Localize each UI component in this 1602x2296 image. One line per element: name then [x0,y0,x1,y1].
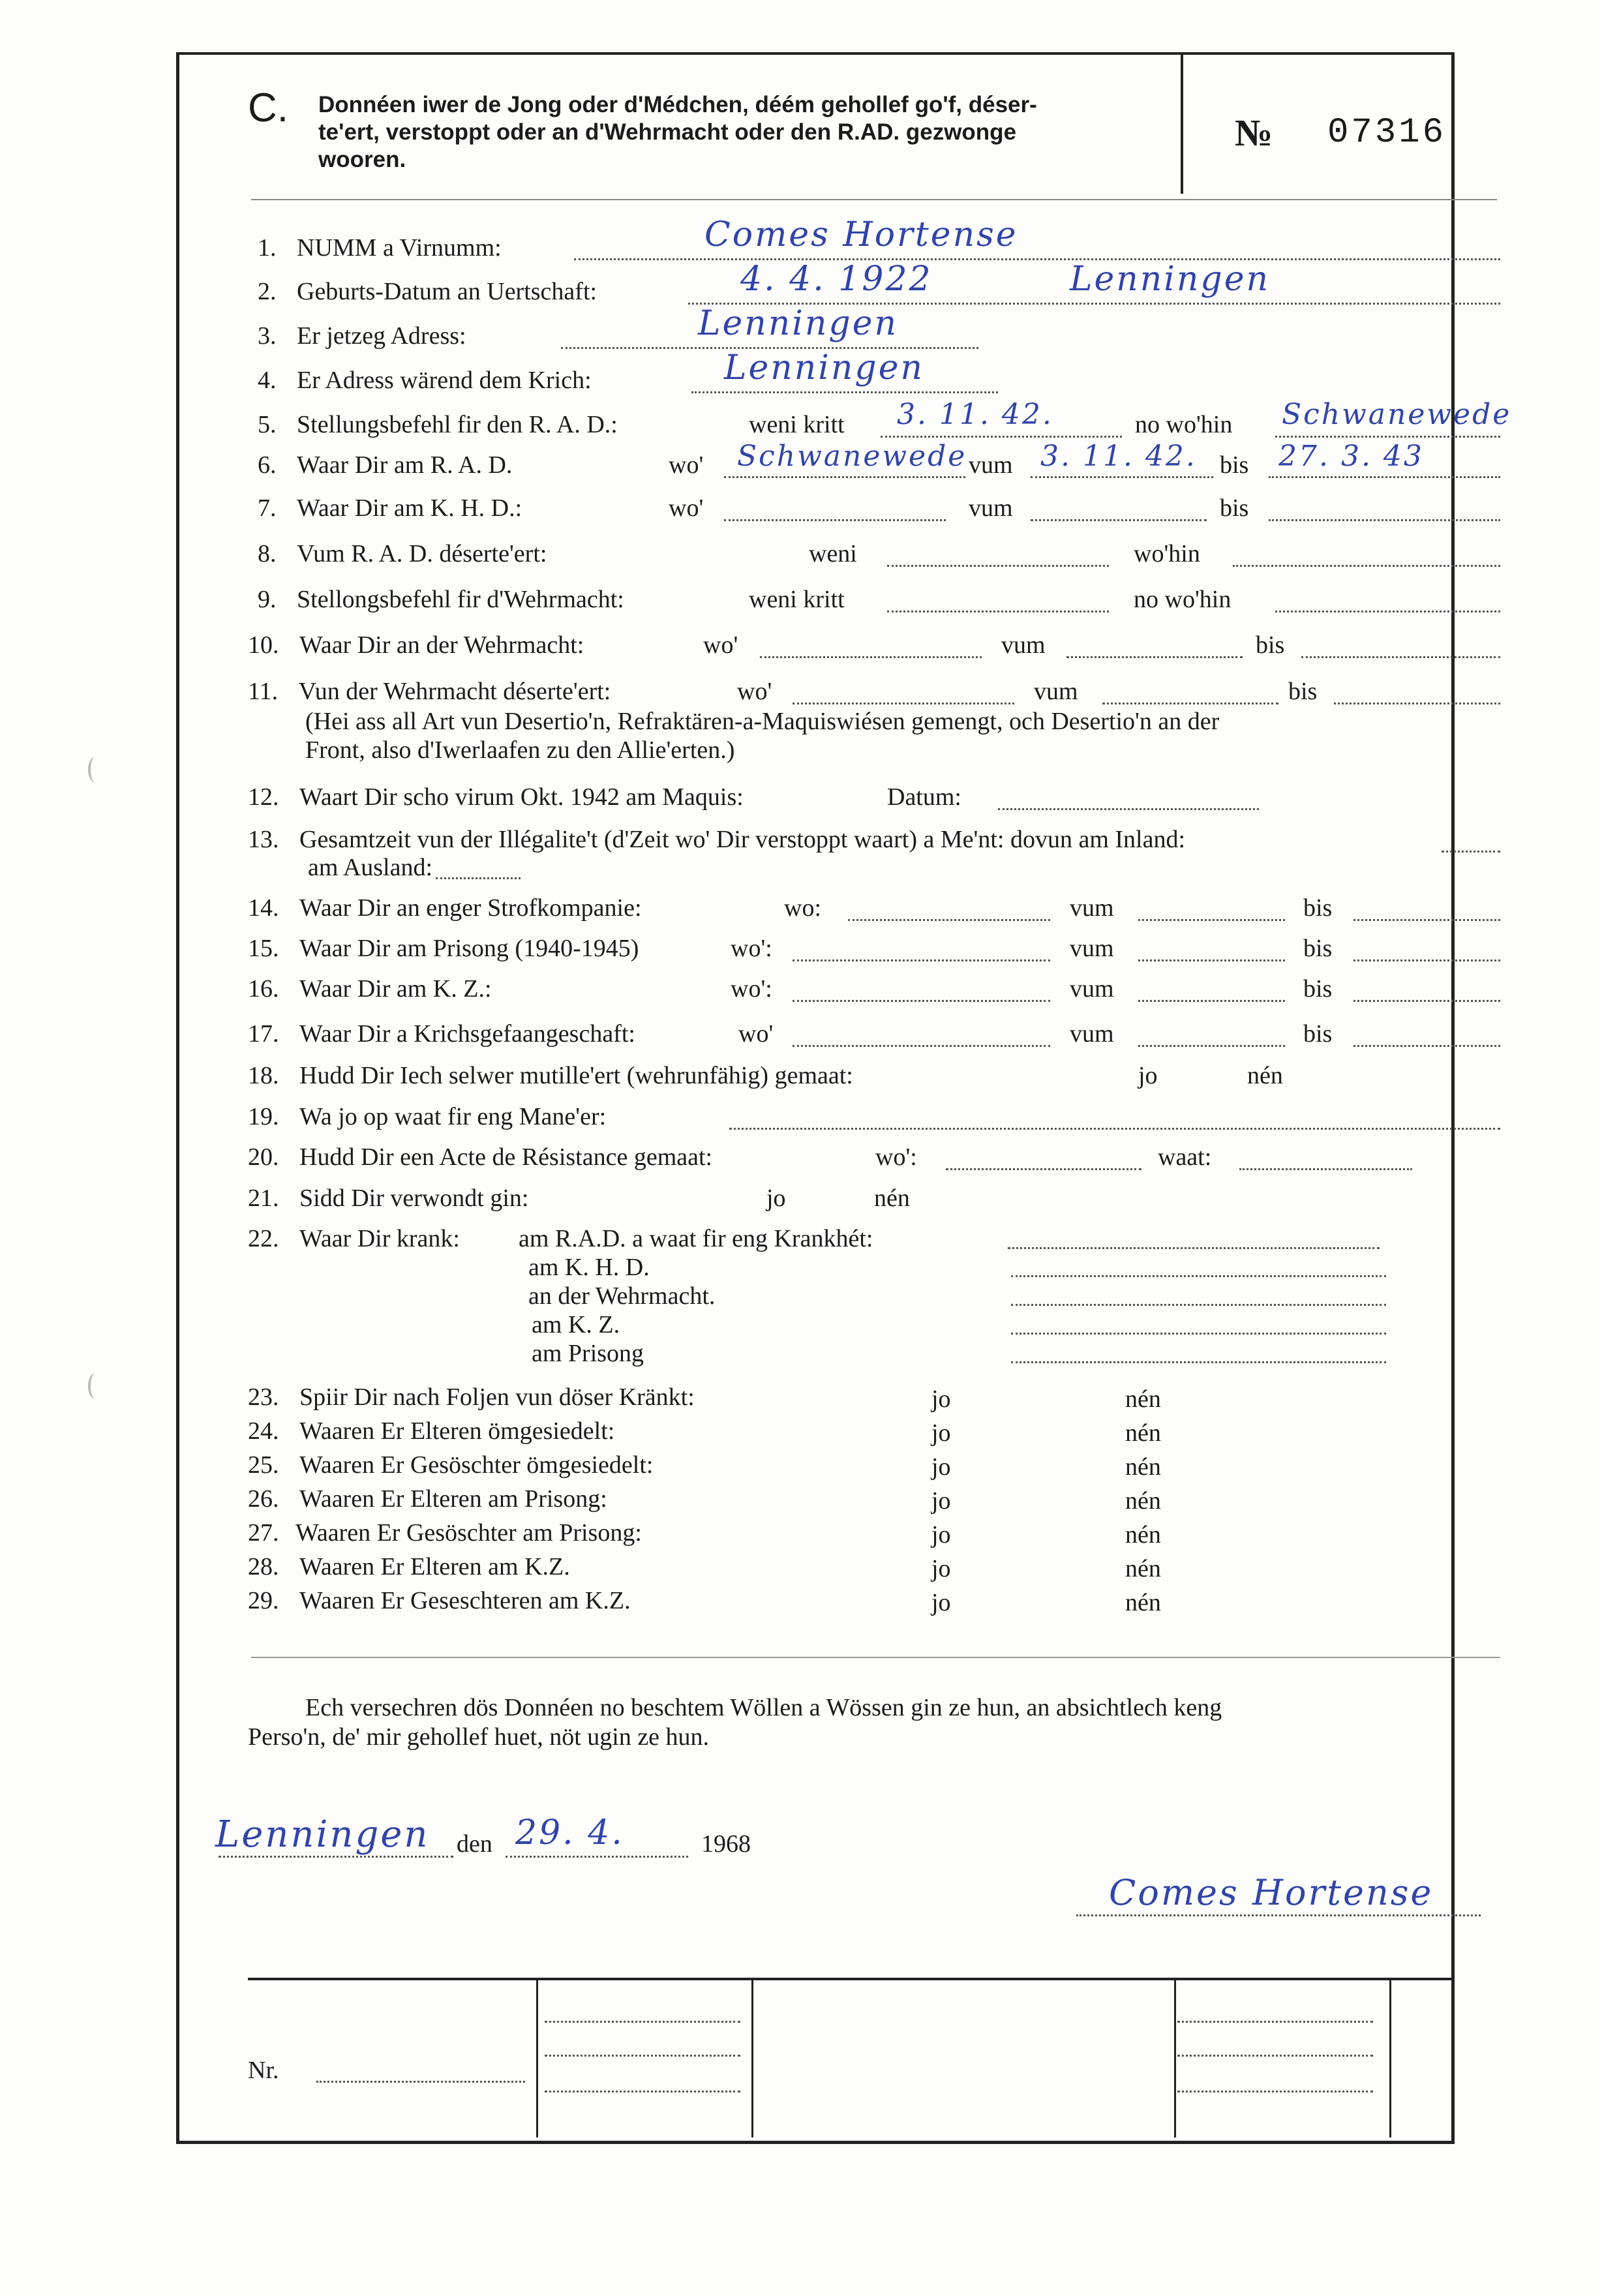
field-label: am Ausland: [308,854,433,881]
answer-name: Comes Hortense [704,215,1018,254]
no-option: nén [1125,1419,1161,1447]
question-label: Waar Dir an enger Strofkompanie: [299,894,642,922]
yes-option: jo [931,1419,951,1447]
question-label: Waar Dir an der Wehrmacht: [299,631,584,659]
answer-line [1353,919,1500,921]
field-label: weni kritt [749,586,845,613]
table-top-rule [248,1978,1451,1980]
answer-line [793,1045,1050,1047]
field-label: bis [1303,975,1333,1003]
question-number: 19. [248,1103,279,1130]
question-number: 3. [258,322,277,350]
answer-line [793,959,1050,961]
answer-line [1353,959,1500,961]
field-label: bis [1303,1020,1333,1048]
field-label: bis [1220,451,1249,479]
no-option: nén [1125,1589,1161,1616]
question-14 [248,894,642,922]
field-label: vum [1070,894,1114,922]
yes-option: jo [931,1521,951,1548]
field-label: bis [1288,678,1318,705]
field-label: wo' [669,451,704,479]
answer-current-address: Lenningen [698,304,898,343]
question-9 [258,585,624,614]
question-number: 13. [248,826,279,853]
table-cell-line [1177,2021,1373,2023]
answer-rad-from: 3. 11. 42. [1040,440,1197,473]
answer-line [1275,436,1500,438]
answer-line [848,919,1050,921]
question-label: Er jetzeg Adress: [297,322,466,350]
field-label: wo': [731,935,772,962]
question-number: 14. [248,894,279,922]
place-line [219,1856,453,1858]
question-10 [248,631,584,659]
header-title-line1: Donnéen iwer de Jong oder d'Médchen, déém gehollef go'f, déser- [318,92,1037,117]
question-number: 17. [248,1020,279,1048]
question-label: Waaren Er Gesöschter ömgesiedelt: [299,1451,654,1479]
question-26 [248,1485,607,1513]
question-label: Hudd Dir Iech selwer mutille'ert (wehrunfähig) gemaat: [299,1062,853,1089]
header-title-line2: te'ert, verstoppt oder an d'Wehrmacht oder den R.AD. gezwonge [318,119,1017,145]
desertion-note-line1: (Hei ass all Art vun Desertio'n, Refraktären-a-Maquiswiésen gemengt, och Desertio'n an der [305,708,1220,735]
question-number: 26. [248,1485,279,1513]
answer-line [887,565,1109,567]
field-label: vum [969,451,1013,479]
question-number: 2. [258,278,277,305]
answer-line [436,877,521,879]
question-12 [248,783,744,811]
answer-line [691,391,998,393]
question-label: Geburts-Datum an Uertschaft: [297,278,597,305]
table-cell-line [1177,2091,1373,2092]
question-label: Waart Dir scho virum Okt. 1942 am Maquis: [299,783,744,811]
section-letter: C. [248,85,288,130]
table-col-divider [536,1978,538,2137]
field-label: wo' [669,494,704,522]
question-number: 9. [258,586,277,613]
answer-line [793,702,1014,704]
answer-line [998,808,1259,810]
field-label: wo': [731,975,772,1003]
answer-line [1138,959,1285,961]
question-label: Sidd Dir verwondt gin: [299,1185,529,1212]
field-label: Datum: [887,783,961,811]
question-label: Waaren Er Elteren am K.Z. [299,1553,570,1580]
field-label: wo'hin [1134,540,1200,567]
answer-line [1334,702,1500,704]
answer-line [724,476,965,478]
answer-line [1138,1045,1285,1047]
field-label: vum [969,494,1013,522]
signature: Comes Hortense [1109,1872,1434,1913]
answer-line [574,258,1500,260]
signed-date: 29. 4. [515,1813,624,1852]
answer-line [1301,656,1500,658]
header-title-line3: wooren. [318,147,406,172]
signature-line [1076,1914,1481,1916]
field-label: vum [1070,1020,1114,1048]
no-option: nén [1125,1487,1161,1515]
question-23 [248,1383,695,1412]
scan-mark [88,1373,102,1399]
field-label: bis [1303,894,1333,922]
question-number: 16. [248,975,279,1003]
question-number: 10. [248,631,279,659]
question-29 [248,1586,631,1615]
question-8 [258,539,547,568]
answer-line [881,436,1122,438]
answer-rad-destination: Schwanewede [1282,398,1512,431]
answer-line [1233,565,1500,567]
question-27 [248,1518,642,1547]
question-18 [248,1061,853,1090]
question-24 [248,1417,614,1445]
question-25 [248,1451,653,1479]
question-number: 28. [248,1553,279,1580]
field-label: vum [1034,678,1078,705]
question-label: Spiir Dir nach Foljen vun döser Kränkt: [299,1383,695,1411]
answer-line [1011,1304,1386,1306]
question-number: 7. [258,494,277,522]
table-cell-line [1177,2055,1373,2057]
question-label: Gesamtzeit vun der Illégalite't (d'Zeit wo' Dir verstoppt waart) a Me'nt: dovun am Inland: [299,826,1186,853]
question-label: NUMM a Virnumm: [297,234,502,262]
answer-rad-order-date: 3. 11. 42. [897,398,1053,431]
yes-option: jo [931,1487,951,1515]
question-13 [248,825,1185,854]
question-number: 20. [248,1143,279,1171]
field-label: vum [1070,935,1114,962]
field-label: bis [1256,631,1285,659]
nr-label: Nr. [248,2057,279,2084]
question-7 [258,494,522,522]
question-17 [248,1020,635,1048]
field-label: wo: [784,894,821,922]
field-label: vum [1070,975,1114,1003]
question-label: Er Adress wärend dem Krich: [297,367,592,394]
question-label: Waaren Er Elteren ömgesiedelt: [299,1417,615,1445]
question-22 [248,1224,460,1253]
field-label: no wo'hin [1135,411,1233,438]
question-label: Hudd Dir een Acte de Résistance gemaat: [299,1143,713,1171]
answer-line [760,656,982,658]
question-label: Waaren Er Geseschteren am K.Z. [299,1587,631,1614]
answer-line [1031,519,1207,521]
table-col-divider [751,1978,753,2137]
answer-line [946,1168,1141,1170]
question-3 [258,322,466,350]
answer-line [1138,1000,1285,1002]
field-label: bis [1303,935,1333,962]
question-number: 18. [248,1062,279,1089]
declaration-line1: Ech versechren dös Donnéen no beschtem Wöllen a Wössen gin ze hun, an absichtlech keng [305,1694,1222,1721]
question-19 [248,1102,606,1131]
answer-line [1269,476,1500,478]
question-label: Waar Dir am Prisong (1940-1945) [299,935,639,962]
answer-line [1066,656,1243,658]
date-line [506,1856,688,1858]
question-4 [258,366,592,395]
answer-birth-date: 4. 4. 1922 [740,260,933,299]
number-label: № [1235,112,1273,154]
illness-prison: am Prisong [532,1340,644,1367]
field-label: wo' [703,631,738,659]
answer-line [1239,1168,1412,1170]
answer-line [1011,1361,1386,1363]
question-number: 21. [248,1185,279,1212]
answer-line [1031,476,1213,478]
question-number: 22. [248,1225,279,1252]
answer-line [729,1128,1500,1130]
question-number: 1. [258,234,277,262]
section-rule [251,1657,1500,1658]
field-label: bis [1220,494,1249,522]
question-label: Vum R. A. D. déserte'ert: [297,540,547,567]
yes-option: jo [931,1589,951,1616]
table-col-divider [1389,1978,1391,2137]
header-rule [251,199,1497,200]
answer-line [1442,851,1500,853]
field-label: wo' [738,1020,774,1048]
question-number: 6. [258,451,277,479]
question-label: Waar Dir am K. Z.: [299,975,492,1003]
question-number: 12. [248,783,279,811]
no-option: nén [1125,1555,1161,1582]
answer-line [1138,919,1285,921]
no-option: nén [1247,1062,1283,1089]
table-cell-line [545,2055,740,2057]
illness-khd: am K. H. D. [528,1254,650,1281]
answer-line [1275,611,1500,612]
answer-line [887,611,1109,612]
question-20 [248,1143,712,1171]
answer-birth-place: Lenningen [1070,260,1270,299]
illness-kz: am K. Z. [532,1311,620,1338]
field-label: wo': [875,1143,917,1171]
no-option: nén [1125,1521,1161,1548]
question-label: Waar Dir a Krichsgefaangeschaft: [299,1020,635,1048]
question-label: Wa jo op waat fir eng Mane'er: [299,1103,607,1130]
question-16 [248,974,492,1003]
field-label: wo' [737,678,772,705]
scan-mark [88,757,102,783]
desertion-note-line2: Front, also d'Iwerlaafen zu den Allie'erten.) [305,736,735,764]
question-label: Waaren Er Elteren am Prisong: [299,1485,607,1513]
answer-line [1353,1000,1500,1002]
question-number: 24. [248,1417,279,1445]
form-number: 07316 [1327,113,1447,153]
den-label: den [457,1830,492,1858]
answer-line [1011,1275,1386,1277]
yes-option: jo [931,1555,951,1582]
yes-option: jo [1138,1062,1158,1089]
question-label: Waar Dir am K. H. D.: [297,494,522,522]
answer-line [1011,1333,1386,1335]
answer-war-address: Lenningen [724,348,924,387]
answer-rad-where: Schwanewede [737,440,967,473]
question-5 [258,410,618,439]
illness-rad: am R.A.D. a waat fir eng Krankhét: [519,1225,873,1252]
yes-option: jo [931,1385,951,1413]
declaration-line2: Perso'n, de' mir gehollef huet, nöt ugin ze hun. [248,1723,710,1751]
question-6 [258,451,512,479]
yes-option: jo [766,1185,786,1212]
illness-wehrmacht: an der Wehrmacht. [528,1282,716,1310]
no-option: nén [1125,1453,1161,1481]
answer-line [724,519,946,521]
question-label: Vun der Wehrmacht déserte'ert: [298,678,611,705]
nr-line [316,2081,525,2083]
question-1 [258,234,502,262]
question-label: Waaren Er Gesöschter am Prisong: [295,1519,642,1547]
answer-line [793,1000,1050,1002]
question-number: 27. [248,1519,279,1547]
question-28 [248,1552,570,1581]
field-label: weni [809,540,857,567]
answer-line [1102,702,1278,704]
question-label: Stellungsbefehl fir den R. A. D.: [297,411,618,438]
answer-line [1269,519,1500,521]
question-number: 15. [248,935,279,962]
answer-line [1353,1045,1500,1047]
answer-line [1008,1247,1380,1249]
no-option: nén [1125,1385,1161,1413]
question-number: 23. [248,1383,279,1411]
question-21 [248,1184,528,1213]
header-divider [1181,53,1183,194]
yes-option: jo [931,1453,951,1481]
field-label: vum [1001,631,1046,659]
question-number: 4. [258,367,277,394]
question-label: Waar Dir krank: [299,1225,460,1252]
no-option: nén [874,1185,910,1212]
table-cell-line [545,2091,740,2092]
field-label: weni kritt [749,411,845,438]
signed-place: Lenningen [215,1813,430,1856]
table-col-divider [1174,1978,1176,2137]
table-cell-line [545,2021,740,2023]
question-number: 8. [258,540,277,567]
signed-year: 1968 [701,1830,751,1858]
field-label: no wo'hin [1134,586,1232,613]
question-number: 25. [248,1451,279,1479]
question-11 [248,677,611,706]
question-number: 11. [248,678,279,705]
field-label: waat: [1158,1143,1212,1171]
answer-rad-until: 27. 3. 43 [1278,440,1424,473]
question-2 [258,277,597,306]
question-number: 29. [248,1587,279,1614]
question-label: Stellongsbefehl fir d'Wehrmacht: [297,586,624,613]
question-15 [248,934,639,963]
question-number: 5. [258,411,277,438]
question-label: Waar Dir am R. A. D. [297,451,513,479]
